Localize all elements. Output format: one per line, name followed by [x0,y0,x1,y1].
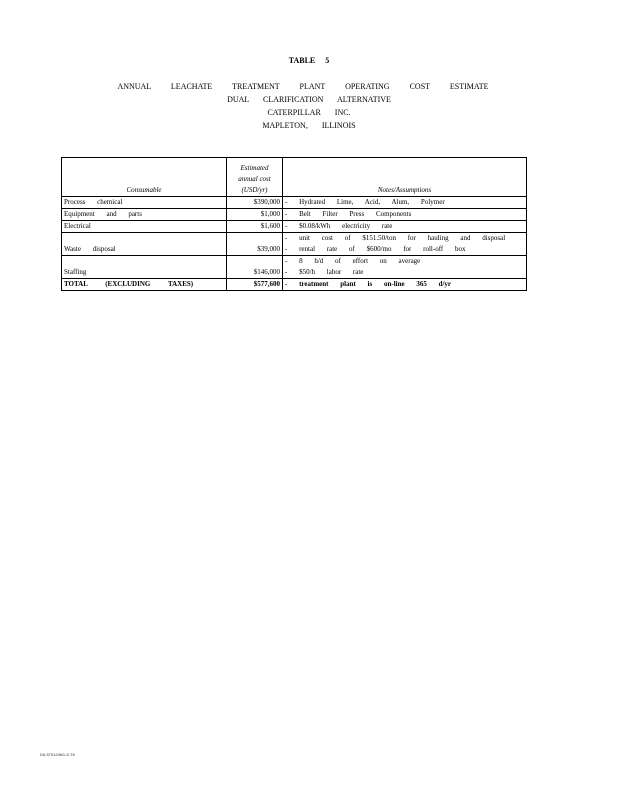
cost-estimate-table [61,157,527,291]
row-item: Process chemical [62,197,227,209]
table-title: TABLE 5 [288,56,330,65]
heading-line-3: CATERPILLAR INC. [267,108,351,117]
table-row [62,221,527,233]
row-cost: $39,000 [227,233,283,256]
note-line: - $50/h labor rate [285,268,364,276]
total-row [62,279,527,291]
note-line: - 8 h/d of effort on average [285,257,421,265]
table-row [62,209,527,221]
header-cost-line-3: (USD/yr) [241,186,268,194]
table-header-row [62,158,527,197]
total-cost: $577,600 [227,279,283,291]
header-notes: Notes/Assumptions [283,158,527,197]
row-note: - $0.08/kWh electricity rate [283,221,527,233]
table-row [62,197,527,209]
heading-line-4: MAPLETON, ILLINOIS [262,121,356,130]
row-cost: $390,000 [227,197,283,209]
row-item: Staffing [62,256,227,279]
row-item: Electrical [62,221,227,233]
note-line: - rental rate of $600/mo for roll-off box [285,245,466,253]
row-note [283,256,527,279]
header-cost-line-2: annual cost [238,175,271,183]
row-cost: $1,600 [227,221,283,233]
heading-line-1: ANNUAL LEACHATE TREATMENT PLANT OPERATING COST ESTIMATE [117,82,489,91]
note-line: - unit cost of $151.50/ton for hauling and disposal [285,234,506,242]
row-cost: $1,000 [227,209,283,221]
row-cost: $146,000 [227,256,283,279]
row-note [283,233,527,256]
row-note: - Belt Filter Press Components [283,209,527,221]
header-consumable: Consumable [62,158,227,197]
total-note: - treatment plant is on-line 365 d/yr [283,279,527,291]
heading-line-2: DUAL CLARIFICATION ALTERNATIVE [227,95,391,104]
row-item: Equipment and parts [62,209,227,221]
row-item: Waste disposal [62,233,227,256]
header-cost-line-1: Estimated [240,164,269,172]
total-label: TOTAL (EXCLUDING TAXES) [62,279,227,291]
header-annual-cost [227,158,283,197]
row-note: - Hydrated Lime, Acid, Alum, Polymer [283,197,527,209]
table-row [62,256,527,279]
table-row [62,233,527,256]
page-footer: DA 57012/tbl1-5-T6 [40,752,75,757]
